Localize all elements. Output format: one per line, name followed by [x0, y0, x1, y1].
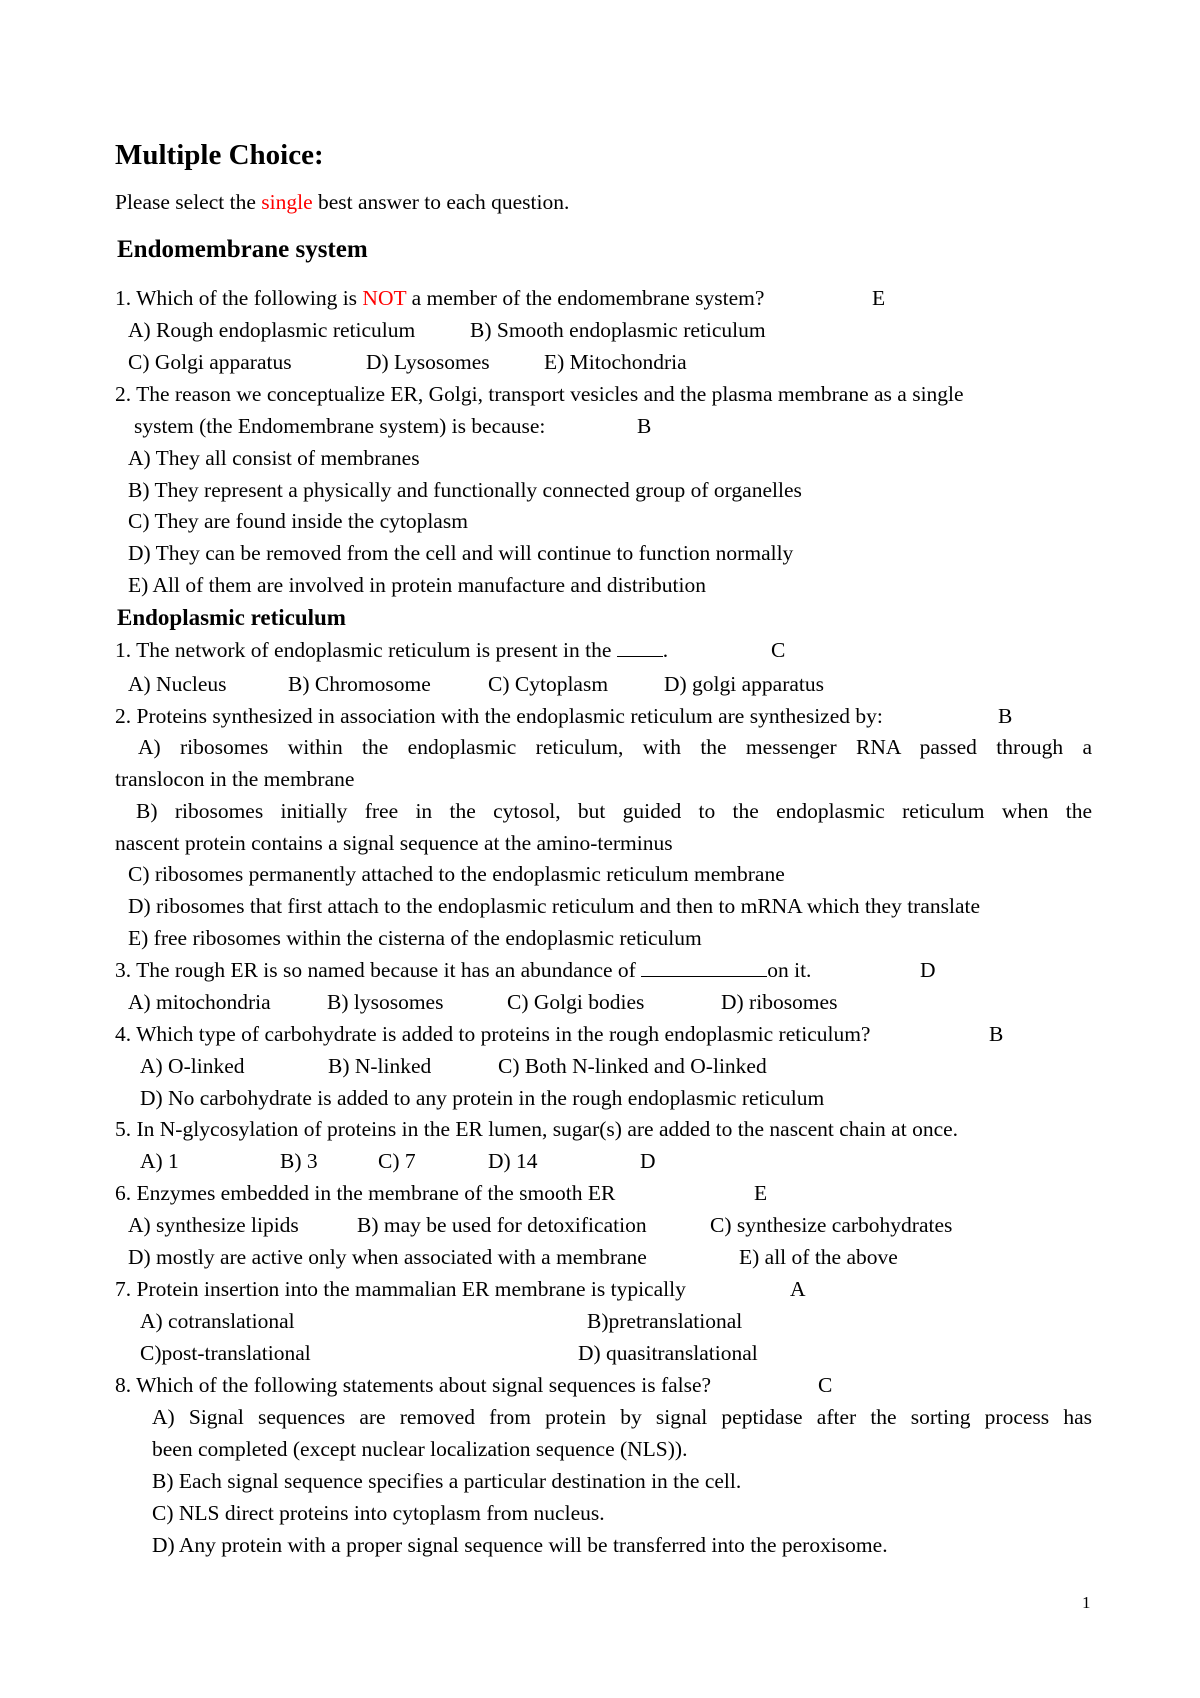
- option: B) Each signal sequence specifies a particular destination in the cell.: [152, 1469, 742, 1493]
- answer-key: E: [754, 1181, 768, 1205]
- option: B)pretranslational: [587, 1309, 743, 1333]
- option: C)post-translational: [140, 1341, 311, 1365]
- option: E) All of them are involved in protein manufacture and distribution: [128, 573, 706, 597]
- option: A) O-linked: [140, 1054, 245, 1078]
- option: D) They can be removed from the cell and will continue to function normally: [128, 541, 794, 565]
- fill-in-blank: [641, 960, 767, 977]
- option: C) 7: [378, 1149, 416, 1173]
- question-text: 4. Which type of carbohydrate is added to proteins in the rough endoplasmic reticulum?: [115, 1022, 871, 1046]
- option: D) Any protein with a proper signal sequence will be transferred into the peroxisome.: [152, 1533, 888, 1557]
- option: C) Golgi apparatus: [128, 350, 292, 374]
- question-text: 7. Protein insertion into the mammalian ER membrane is typically: [115, 1277, 686, 1301]
- option: A) Nucleus: [128, 672, 227, 696]
- question-text: 1. The network of endoplasmic reticulum is present in the .: [115, 638, 669, 662]
- question-text: 1. Which of the following is NOT a member of the endomembrane system?: [115, 286, 765, 310]
- question-text: 5. In N-glycosylation of proteins in the ER lumen, sugar(s) are added to the nascent chain at once.: [115, 1117, 959, 1141]
- answer-key: D: [640, 1149, 656, 1173]
- option: C) synthesize carbohydrates: [710, 1213, 953, 1237]
- option: D) Lysosomes: [366, 350, 490, 374]
- option: A) synthesize lipids: [128, 1213, 299, 1237]
- option: C) They are found inside the cytoplasm: [128, 509, 468, 533]
- answer-key: B: [998, 704, 1013, 728]
- emphasis-single: single: [261, 190, 313, 214]
- answer-key: E: [872, 286, 886, 310]
- emphasis-not: NOT: [362, 286, 407, 310]
- instructions: Please select the single best answer to each question.: [115, 190, 570, 214]
- option: D) mostly are active only when associated with a membrane: [128, 1245, 647, 1269]
- option: A) cotranslational: [140, 1309, 295, 1333]
- option: D) No carbohydrate is added to any protein in the rough endoplasmic reticulum: [140, 1086, 825, 1110]
- option: B) 3: [280, 1149, 318, 1173]
- option: B) Smooth endoplasmic reticulum: [470, 318, 766, 342]
- option-cont: been completed (except nuclear localization sequence (NLS)).: [152, 1437, 688, 1461]
- option: C) NLS direct proteins into cytoplasm from nucleus.: [152, 1501, 605, 1525]
- option: A) They all consist of membranes: [128, 446, 420, 470]
- fill-in-blank: [617, 640, 663, 657]
- option: E) free ribosomes within the cisterna of the endoplasmic reticulum: [128, 926, 702, 950]
- question-text: 3. The rough ER is so named because it has an abundance of on it.: [115, 958, 812, 982]
- option: D) ribosomes: [721, 990, 838, 1014]
- answer-key: B: [989, 1022, 1004, 1046]
- option: B) They represent a physically and functionally connected group of organelles: [128, 478, 802, 502]
- option: B) lysosomes: [327, 990, 444, 1014]
- option: A) 1: [140, 1149, 179, 1173]
- option: A) mitochondria: [128, 990, 271, 1014]
- option: D) ribosomes that first attach to the endoplasmic reticulum and then to mRNA which they translate: [128, 894, 981, 918]
- section-heading: Endomembrane system: [117, 236, 368, 263]
- page-number: 1: [1082, 1593, 1091, 1612]
- option-cont: nascent protein contains a signal sequence at the amino-terminus: [115, 831, 673, 855]
- option: D) quasitranslational: [578, 1341, 758, 1365]
- option: C) ribosomes permanently attached to the endoplasmic reticulum membrane: [128, 862, 785, 886]
- option: E) Mitochondria: [544, 350, 687, 374]
- question-text-cont: system (the Endomembrane system) is because:: [134, 414, 546, 438]
- option: E) all of the above: [739, 1245, 898, 1269]
- option: A) Signal sequences are removed from protein by signal peptidase after the sorting process has: [152, 1405, 1092, 1429]
- answer-key: D: [920, 958, 936, 982]
- answer-key: C: [818, 1373, 833, 1397]
- answer-key: C: [771, 638, 786, 662]
- question-text: 8. Which of the following statements about signal sequences is false?: [115, 1373, 712, 1397]
- option: D) golgi apparatus: [664, 672, 825, 696]
- page-title: Multiple Choice:: [115, 139, 324, 171]
- option-cont: translocon in the membrane: [115, 767, 355, 791]
- option: B) Chromosome: [288, 672, 431, 696]
- option: A) ribosomes within the endoplasmic reticulum, with the messenger RNA passed through a: [138, 735, 1092, 759]
- option: C) Both N-linked and O-linked: [498, 1054, 767, 1078]
- question-text: 2. Proteins synthesized in association with the endoplasmic reticulum are synthesized by:: [115, 704, 883, 728]
- answer-key: A: [790, 1277, 806, 1301]
- option: C) Golgi bodies: [507, 990, 645, 1014]
- question-text: 6. Enzymes embedded in the membrane of the smooth ER: [115, 1181, 616, 1205]
- option: B) may be used for detoxification: [357, 1213, 647, 1237]
- option: C) Cytoplasm: [488, 672, 609, 696]
- option: A) Rough endoplasmic reticulum: [128, 318, 416, 342]
- question-text: 2. The reason we conceptualize ER, Golgi, transport vesicles and the plasma membrane as a single: [115, 382, 964, 406]
- section-heading: Endoplasmic reticulum: [117, 605, 346, 630]
- answer-key: B: [637, 414, 652, 438]
- option: B) ribosomes initially free in the cytosol, but guided to the endoplasmic reticulum when the: [136, 799, 1092, 823]
- option: B) N-linked: [328, 1054, 432, 1078]
- option: D) 14: [488, 1149, 538, 1173]
